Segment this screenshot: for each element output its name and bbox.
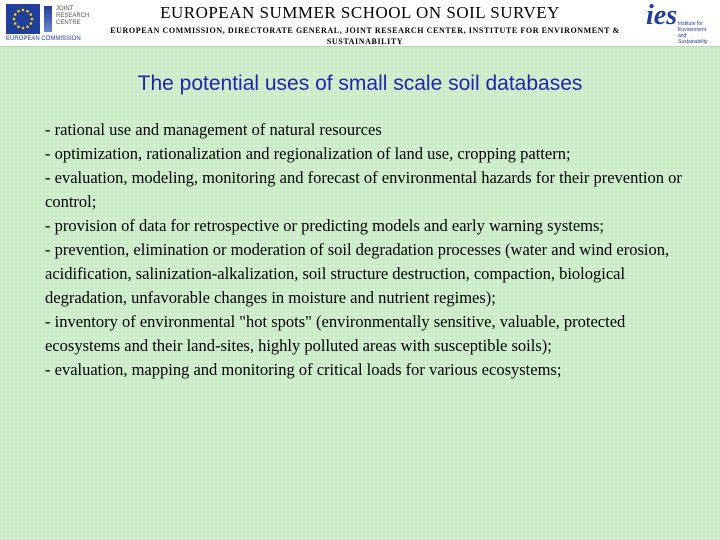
ies-caption-line: Institute for [678, 21, 703, 27]
jrc-logo-text [56, 6, 98, 27]
slide-body [45, 118, 685, 382]
ies-logo [646, 2, 712, 44]
ies-caption-line: Environment and [678, 27, 707, 39]
ies-caption-line: Sustainability [678, 39, 708, 45]
ies-logo-caption [678, 21, 712, 45]
jrc-mark-icon [44, 6, 52, 32]
bullet-item: - inventory of environmental "hot spots" (environmentally sensitive, valuable, protected ecosystems and their land-sites, highly polluted areas with susceptible soils); [45, 312, 626, 355]
european-commission-logo [6, 4, 98, 44]
jrc-line: RESEARCH [56, 13, 90, 19]
header-subtitle: EUROPEAN COMMISSION, DIRECTORATE GENERAL, JOINT RESEARCH CENTER, INSTITUTE FOR ENVIRONMENT & SUSTAINABILITY [110, 26, 620, 46]
ies-logo-mark: ies [646, 0, 678, 31]
jrc-line: JOINT [56, 6, 74, 12]
slide-title: The potential uses of small scale soil databases [137, 72, 583, 95]
header-banner [0, 0, 720, 47]
eu-logo-caption: EUROPEAN COMMISSION [6, 36, 81, 42]
bullet-item: - optimization, rationalization and regionalization of land use, cropping pattern; [45, 144, 571, 163]
bullet-item: - rational use and management of natural resources [45, 120, 382, 139]
bullet-item: - evaluation, mapping and monitoring of critical loads for various ecosystems; [45, 360, 562, 379]
bullet-item: - provision of data for retrospective or predicting models and early warning systems; [45, 216, 605, 235]
bullet-item: - evaluation, modeling, monitoring and forecast of environmental hazards for their prevention or control; [45, 168, 682, 211]
jrc-line: CENTRE [56, 20, 81, 26]
eu-flag-icon [6, 4, 40, 34]
school-title: EUROPEAN SUMMER SCHOOL ON SOIL SURVEY [160, 3, 560, 22]
bullet-item: - prevention, elimination or moderation of soil degradation processes (water and wind erosion, acidification, salinization-alkalization, soil structure destruction, compaction, biological degradation, unfavorable changes in moisture and nutrient regimes); [45, 240, 670, 307]
